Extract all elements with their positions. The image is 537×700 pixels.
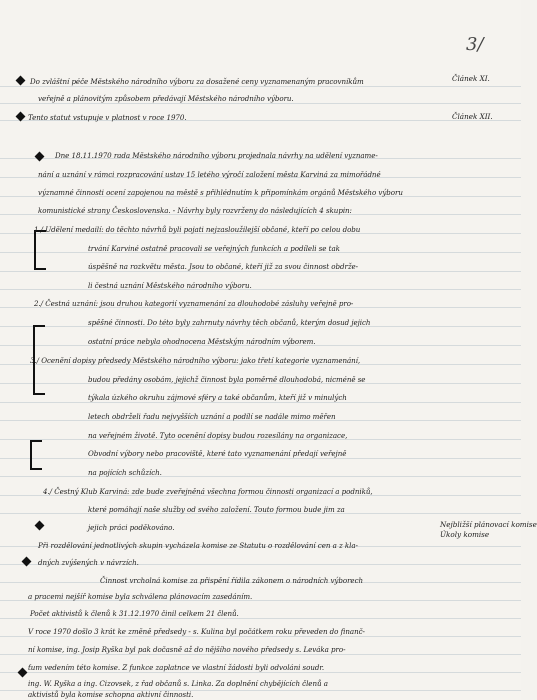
ruled-line [0,103,521,104]
text-line: ing. W. Ryška a ing. Cizovsek, z řad občanů s. Linka. Za doplnění chybějících členů a [28,679,328,688]
text-line: komunistické strany Československa. - Návrhy byly rozvrženy do následujících 4 skupin: [38,206,352,215]
ruled-line [0,654,521,655]
text-line: významné činnosti ocení zapojenou na městě s přihlédnutím k připomínkám orgánů Městského výboru [38,188,403,197]
text-line: spěšné činnosti. Do této byly zahrnuty návrhy těch občanů, kterým dosud jejich [88,318,371,327]
text-line: ostatní práce nebyla ohodnocena Městským národním výborem. [88,337,316,346]
page-number: 3/ [466,34,484,55]
margin-note-tasks: Úkoly komise [440,530,490,539]
bracket-mark [30,440,42,470]
margin-note-article-xii: Článek XII. [452,112,493,121]
ruled-line [0,86,521,87]
ruled-line [0,289,521,290]
text-line: letech obdrželi řadu nejvyšších uznání a podílí se nadále mimo měřen [88,412,336,421]
ruled-line [0,618,521,619]
ruled-line [0,476,521,477]
margin-note-planning: Nejbližší plánovací komise [440,520,537,529]
text-line: týkala úzkého okruhu zájmové sféry a také občanům, kteří již v minulých [88,393,347,402]
text-line: Činnost vrcholná komise za přispění řídila zákonem o národních výborech [100,576,364,585]
ruled-line [0,271,521,272]
text-line: Do zvláštní péče Městského národního výboru za dosažené ceny vyznamenaným pracovníkům [30,77,364,86]
text-line: které pomáhají naše služby od svého založení. Touto formou bude jim za [88,505,345,514]
text-line: V roce 1970 došlo 3 krát ke změně předsedy - s. Kulina byl počátkem roku převeden do finanč- [28,627,365,636]
ruled-line [0,672,521,673]
ruled-line [0,458,521,459]
ruled-line [0,636,521,637]
text-line: Dne 18.11.1970 rada Městského národního výboru projednala návrhy na udělení vyzname- [55,151,378,160]
text-line: 3./ Ocenění dopisy předsedy Městského národního výboru: jako třetí kategorie vyznamenání, [30,356,361,365]
text-line: dných zvýšených v návrzích. [38,558,139,567]
text-line: veřejně a plánovitým způsobem předávají Městského národního výboru. [38,94,294,103]
ruled-line [0,402,521,403]
text-line: trvání Karviné ostatně pracovali se veřejných funkcích a podíleli se tak [88,244,340,253]
text-line: na pojících schůzích. [88,468,162,477]
text-line: ní komise, ing. Josip Ryška byl pak dočasně až do nějšího nového předsedy s. Leváka pro- [28,645,346,654]
text-line: 1./ Udělení medailí: do těchto návrhů byli pojati nejzasloužilejší občané, kteří po celou dobu [34,225,361,234]
text-line: Tento statut vstupuje v platnost v roce 1970. [28,113,187,122]
text-line: Při rozdělování jednotlivých skupin vycházela komise ze Statutu o rozdělování cen a z kla- [38,541,358,550]
margin-note-article-xi: Článek XI. [452,74,490,83]
text-line: na veřejném životě. Tyto ocenění dopisy budou rozesílány na organizace, [88,431,348,440]
text-line: úspěšně na rozkvětu města. Jsou to občané, kteří již za svou činnost obdrže- [88,262,358,271]
text-line: aktivistů byla komise schopna aktivní činnosti. [28,690,194,699]
text-line: Obvodní výbory nebo pracoviště, které tato vyznamenání předají veřejně [88,449,347,458]
text-line: budou předány osobám, jejichž činnost byla poměrně dlouhodobá, nicméně se [88,375,366,384]
text-line: 2./ Čestná uznání: jsou druhou kategorií vyznamenání za dlouhodobé zásluhy veřejně pro- [34,299,354,308]
text-line: nání a uznání v rámci rozpracování ustav 15 letého výročí založení města Karviná za mimořádné [38,170,381,179]
text-line: 4./ Čestný Klub Karviná: zde bude zveřejněná všechna formou činnosti organizací a podniků, [43,487,373,496]
text-line: li čestná uznání Městského národního výboru. [88,281,252,290]
bracket-mark [34,230,46,270]
text-line: jejich práci poděkováno. [88,523,175,532]
text-line: a pracemi nejšíř komise byla schválena plánovacím zasedáním. [28,592,253,601]
text-line: Počet aktivistů k členů k 31.12.1970 činil celkem 21 členů. [30,609,239,618]
text-line: ťum vedením této komise. Z funkce zaplatnce ve vlastní žádosti byli odvoláni soudr. [28,663,325,672]
